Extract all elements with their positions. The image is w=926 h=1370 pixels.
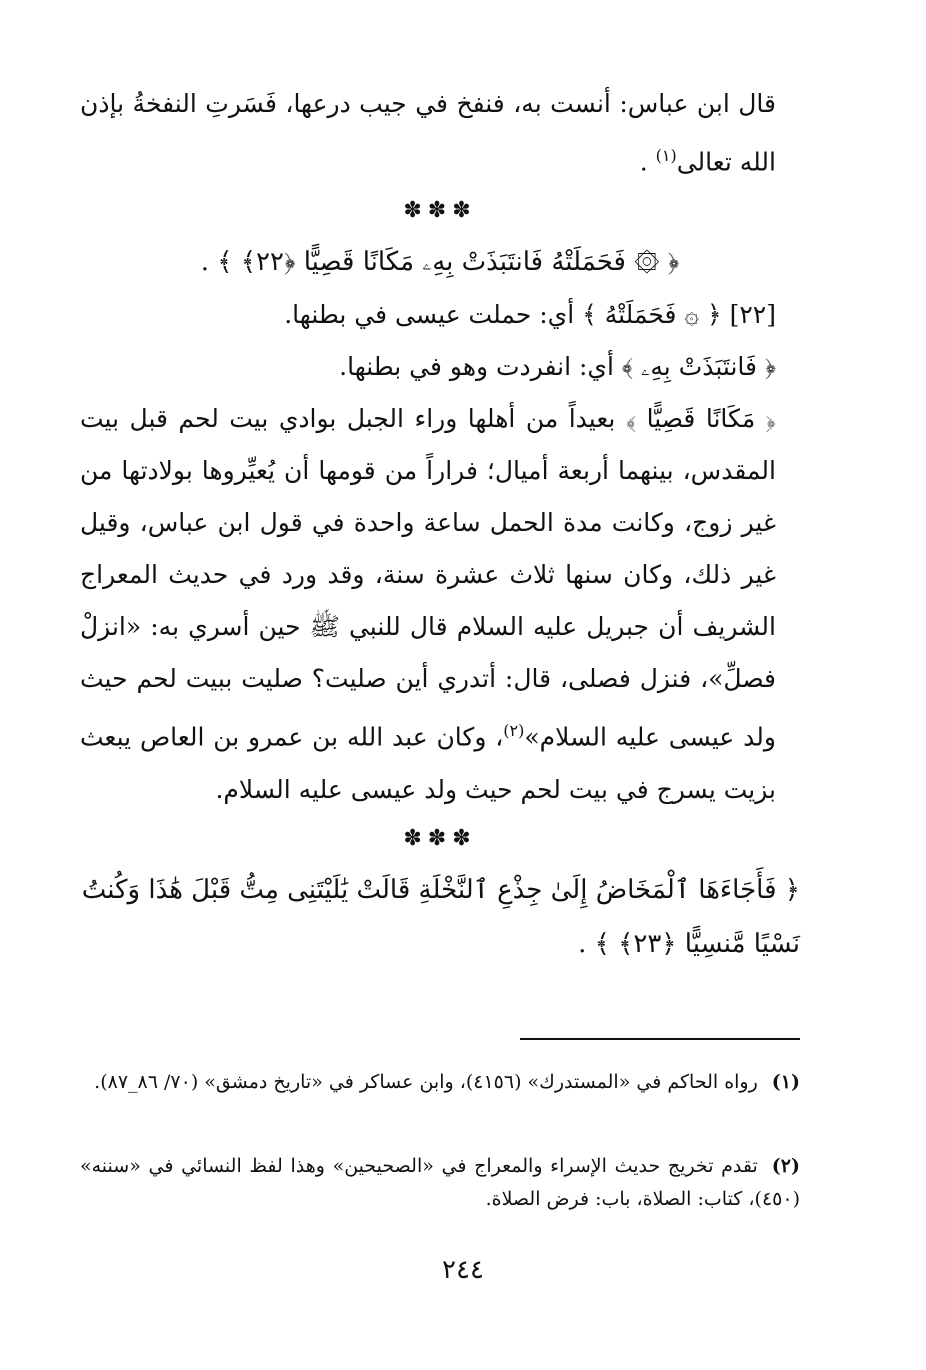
commentary-22-c [80,393,800,815]
paragraph-ibn-abbas: قال ابن عباس: أنست به، فنفخ في جيب درعها، فَسَرتِ النفخةُ بإذن الله تعالى$^{(١)}$ . [80,89,776,177]
section-separator-2: ✽✽✽ [403,825,477,851]
page-body [80,78,800,971]
footnote-ref-1: (١) [655,146,677,165]
paragraph-text: قال ابن عباس: أنست به، فنفخ في جيب درعها، فَسَرتِ النفخةُ بإذن الله تعالى [80,89,776,177]
footnote-text: رواه الحاكم في «المستدرك» (٤١٥٦)، وابن عساكر في «تاريخ دمشق» (٧٠/ ٨٦_٨٧). [94,1071,758,1093]
commentary-22-b: ﴿ فَانتَبَذَتْ بِهِۦ ﴾ أي: انفردت وهو في بطنها. [339,352,776,382]
commentary-text: ﴿ مَكَانًا قَصِيًّا ﴾ بعيداً من أهلها وراء الجبل بوادي بيت لحم قبل بيت المقدس، بينهما أربعة أميال؛ فراراً من قومها أن يُعيِّروها بولادتها من غير زوج، وكانت مدة الحمل ساعة واحدة في قول ابن عباس، وقيل غير ذلك، وكان سنها ثلاث عشرة سنة، وقد ورد في حديث المعراج الشريف أن جبريل عليه السلام قال للنبي ﷺ حين أسري به: «انزلْ فصلِّ»، فنزل فصلى، قال: أتدري أين صليت؟ صليت ببيت لحم حيث ولد عيسى عليه السلام» [80,404,776,752]
footnote-number: (١) [771,1071,800,1093]
section-separator: ✽✽✽ [403,198,477,224]
page-number: ٢٤٤ [442,1255,484,1285]
verse-23: ﴿ فَأَجَاءَهَا ٱلْمَخَاضُ إِلَىٰ جِذْعِ ٱلنَّخْلَةِ قَالَتْ يَٰلَيْتَنِى مِتُّ قَبْلَ هَٰذَا وَكُنتُ نَسْيًا مَّنسِيًّا ﴿٢٣﴾ ﴾ . [81,874,800,959]
commentary-text-end: ، وكان عبد الله بن عمرو بن العاص يبعث بزيت يسرج في بيت لحم حيث ولد عيسى عليه السلام. [80,722,776,804]
footnote-ref-2: (٢) [503,721,525,741]
footnote-1 [80,1066,800,1099]
verse-22: ﴿ ۞ فَحَمَلَتْهُ فَانتَبَذَتْ بِهِۦ مَكَانًا قَصِيًّا ﴿٢٢﴾ ﴾ . [200,247,680,278]
footnote-2 [80,1150,800,1216]
footnote-divider [520,1038,800,1040]
footnote-number: (٢) [771,1155,800,1177]
footnote-text: تقدم تخريج حديث الإسراء والمعراج في «الصحيحين» وهذا لفظ النسائي في «سننه» (٤٥٠)، كتاب: الصلاة، باب: فرض الصلاة. [80,1155,800,1210]
commentary-22-a: [٢٢] ﴿ ۞ فَحَمَلَتْهُ ﴾ أي: حملت عيسى في بطنها. [284,300,776,330]
